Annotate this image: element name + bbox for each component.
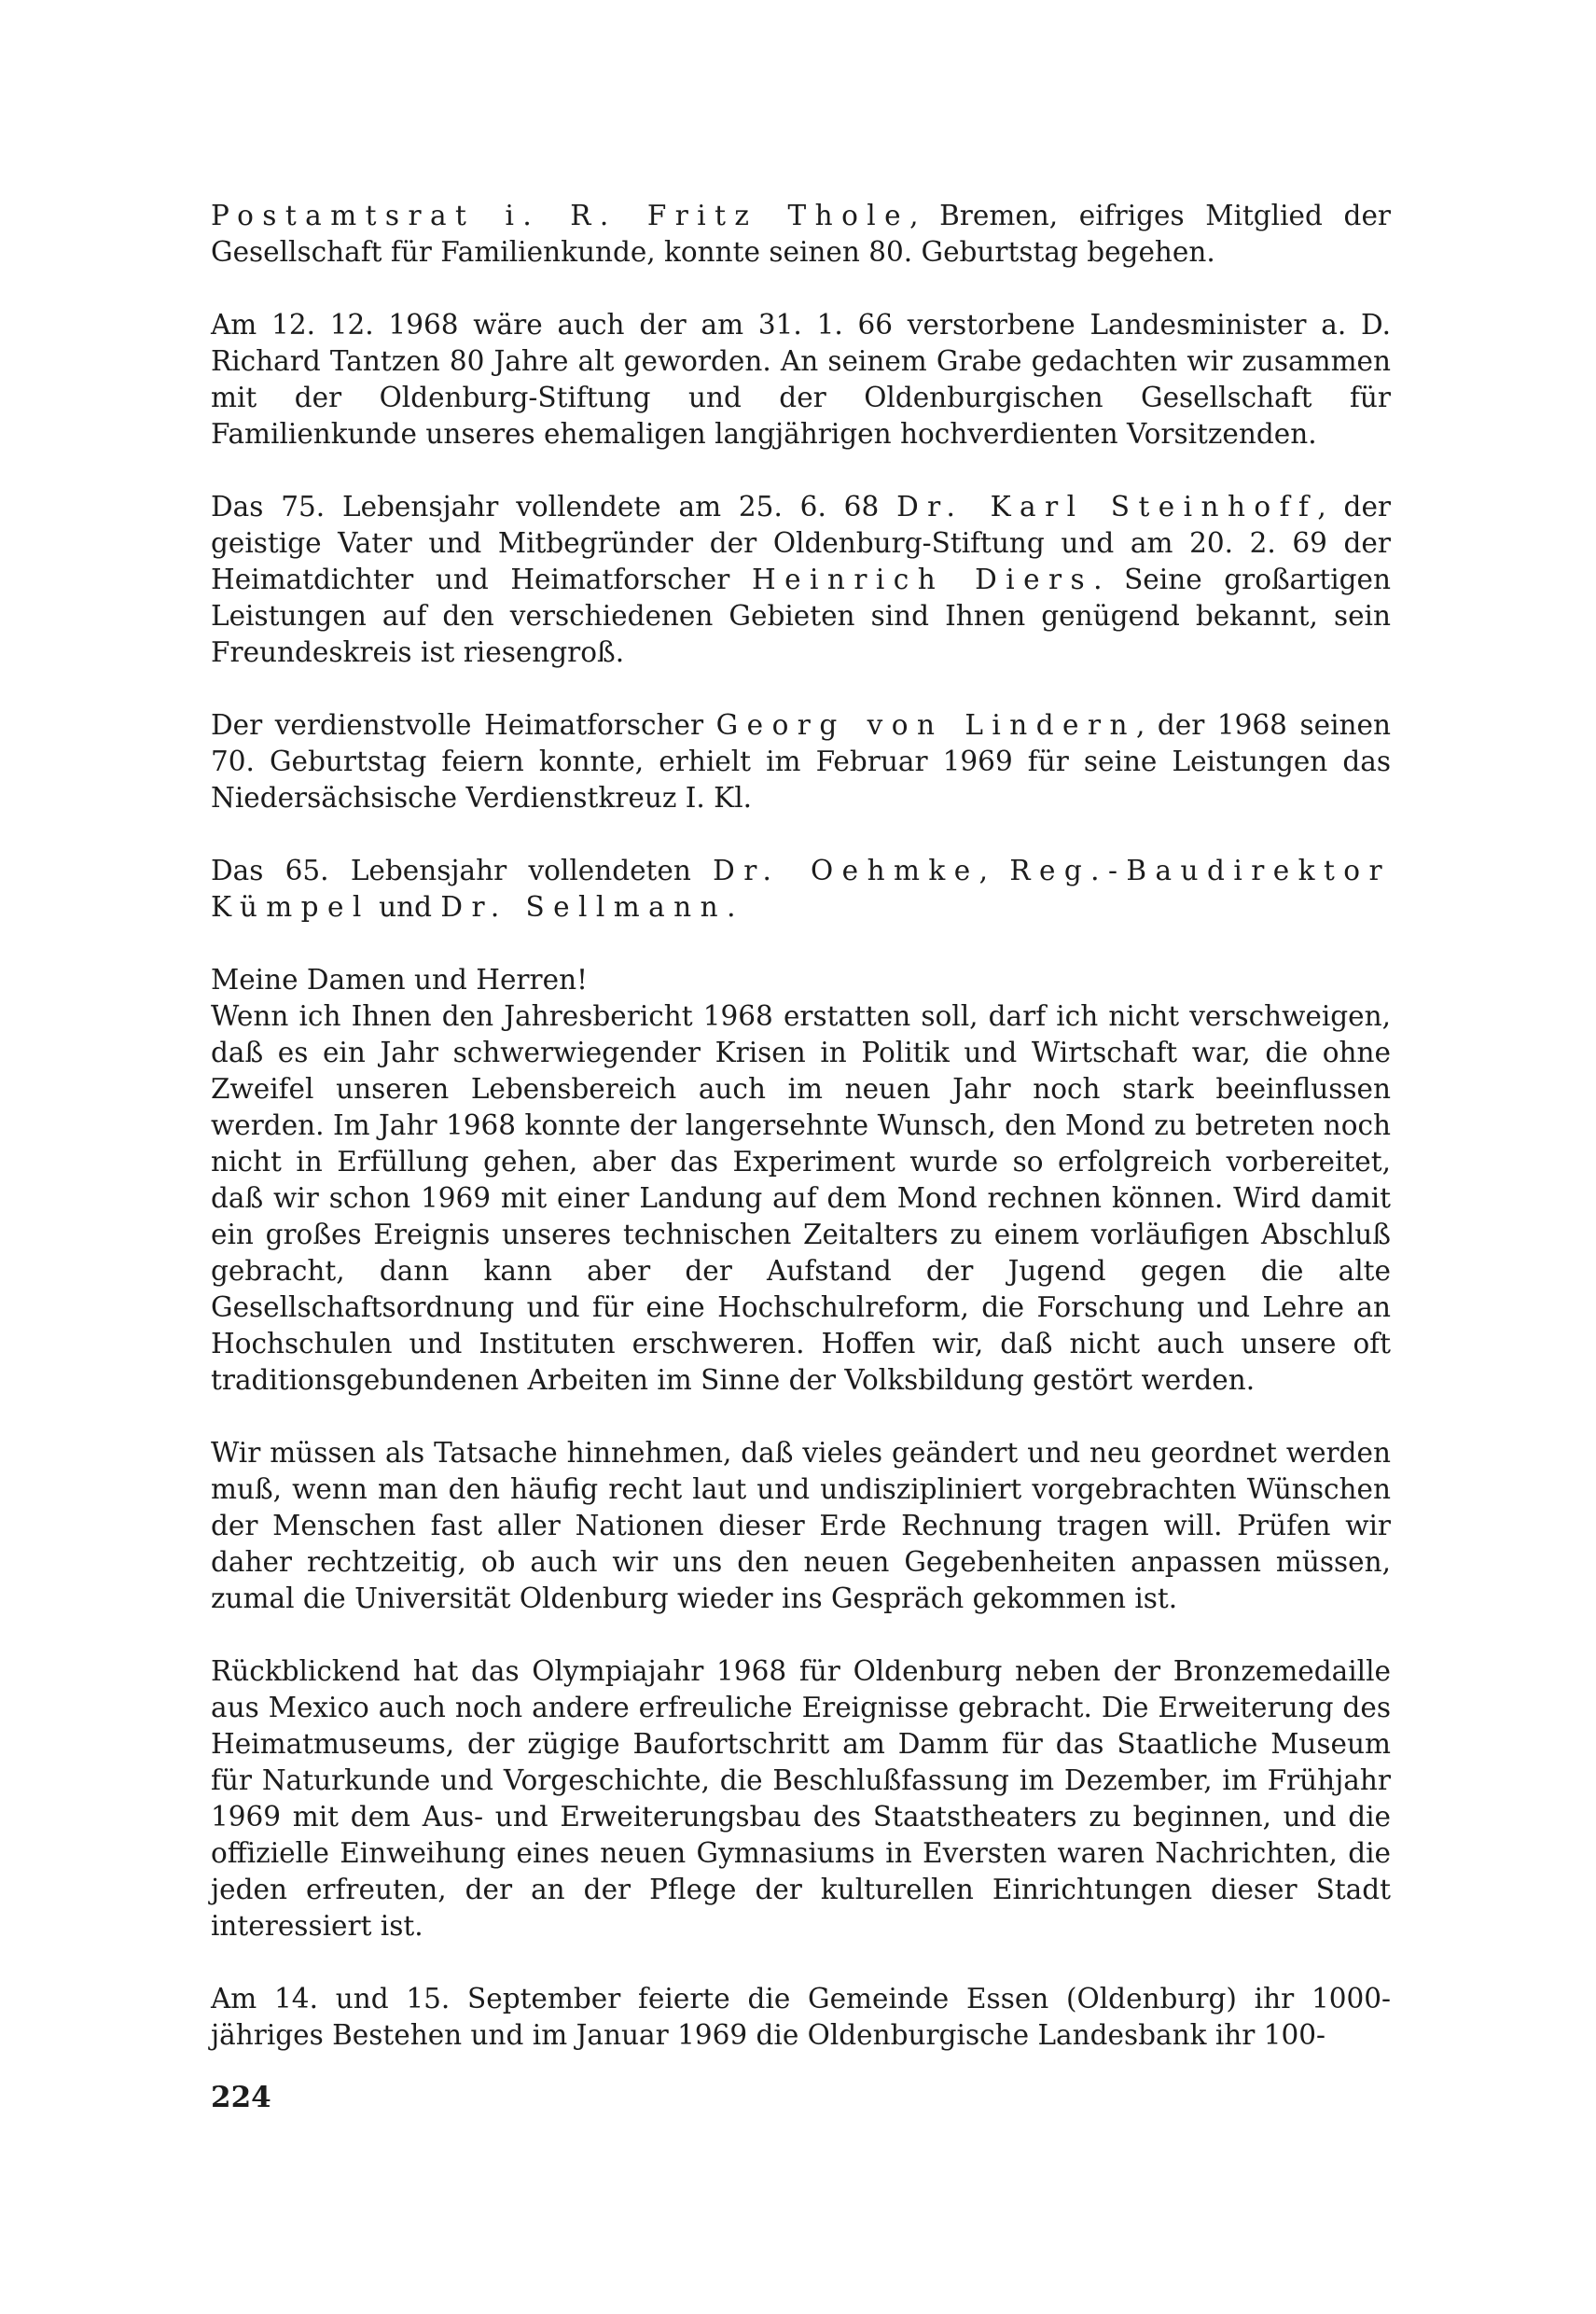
spaced-name: Heinrich Diers <box>751 564 1094 595</box>
spaced-name: Georg von Lindern <box>715 709 1136 741</box>
text-run: Am 14. und 15. September feierte die Gemeinde Essen (Oldenburg) ihr 1000-jähriges Bestehen und im Januar 1969 die Oldenburgische Landesbank ihr 100- <box>211 1983 1391 2051</box>
spaced-name: Dr. Oehmke <box>713 855 979 886</box>
document-body <box>211 198 1391 2090</box>
spaced-name: Dr. Karl Steinhoff <box>896 491 1318 523</box>
text-run: Der verdienstvolle Heimatforscher <box>211 709 716 741</box>
text-run: Meine Damen und Herren! <box>211 964 588 996</box>
page-number: 224 <box>211 2081 271 2114</box>
paragraph-8 <box>211 1435 1391 1617</box>
text-run: . Seine großartigen Leistungen auf den verschiedenen Gebieten sind Ihnen genügend bekannt, sein Freundeskreis ist riesengroß. <box>211 564 1391 668</box>
text-run: , der geistige Vater und Mitbegründer der Oldenburg-Stiftung und am 20. 2. 69 der Heimatdichter und Heimatforscher <box>211 491 1392 595</box>
text-run: Wenn ich Ihnen den Jahresbericht 1968 erstatten soll, darf ich nicht verschweigen, daß es ein Jahr schwerwiegender Krisen in Politik und Wirtschaft war, die ohne Zweifel unseren Lebensbereich auch im neuen Jahr noch stark beeinflussen werden. Im Jahr 1968 konnte der langersehnte Wunsch, den Mond zu betreten noch nicht in Erfüllung gehen, aber das Experiment wurde so erfolgreich vorbereitet, daß wir schon 1969 mit einer Landung auf dem Mond rechnen können. Wird damit ein großes Ereignis unseres technischen Zeitalters zu einem vorläufigen Abschluß gebracht, dann kann aber der Aufstand der Jugend gegen die alte Gesellschaftsordnung und für eine Hochschulreform, die Forschung und Lehre an Hochschulen und Instituten erschweren. Hoffen wir, daß nicht auch unsere oft traditionsgebundenen Arbeiten im Sinne der Volksbildung gestört werden. <box>211 1000 1391 1396</box>
text-run: Wir müssen als Tatsache hinnehmen, daß vieles geändert und neu geordnet werden muß, wenn man den häufig recht laut und undiszipliniert vorgebrachten Wünschen der Menschen fast aller Nationen dieser Erde Rechnung tragen will. Prüfen wir daher rechtzeitig, ob auch wir uns den neuen Gegebenheiten anpassen müssen, zumal die Universität Oldenburg wieder ins Gespräch gekommen ist. <box>211 1437 1391 1614</box>
paragraph-9 <box>211 1653 1391 1945</box>
text-run: , Bremen, eifriges Mitglied der Gesellschaft für Familienkunde, konnte seinen 80. Geburtstag begehen. <box>211 200 1391 268</box>
text-run: . <box>727 891 736 923</box>
paragraph-7 <box>211 998 1391 1399</box>
text-run: und <box>369 891 441 923</box>
text-run: Das 75. Lebensjahr vollendete am 25. 6. 68 <box>211 491 897 523</box>
spaced-name: Postamtsrat i. R. Fritz Thole <box>211 200 910 231</box>
spaced-name: Reg.-Baudirektor Kümpel <box>211 855 1391 923</box>
text-run: Am 12. 12. 1968 wäre auch der am 31. 1. 66 verstorbene Landesminister a. D. Richard Tantzen 80 Jahre alt geworden. An seinem Grabe gedachten wir zusammen mit der Oldenburg-Stiftung und der Oldenburgischen Gesellschaft für Familienkunde unseres ehemaligen langjährigen hochverdienten Vorsitzenden. <box>211 309 1391 450</box>
text-run: , der 1968 seinen 70. Geburtstag feiern konnte, erhielt im Februar 1969 für seine Leistungen das Niedersächsische Verdienstkreuz I. Kl. <box>211 709 1391 814</box>
paragraph-5 <box>211 853 1391 926</box>
paragraph-1 <box>211 198 1391 271</box>
paragraph-10 <box>211 1981 1391 2054</box>
paragraph-2 <box>211 307 1391 453</box>
paragraph-4 <box>211 707 1391 816</box>
paragraph-3 <box>211 489 1391 671</box>
text-run: Das 65. Lebensjahr vollendeten <box>211 855 714 886</box>
text-run: Rückblickend hat das Olympiajahr 1968 für Oldenburg neben der Bronzemedaille aus Mexico auch noch andere erfreuliche Ereignisse gebracht. Die Erweiterung des Heimatmuseums, der zügige Baufortschritt am Damm für das Staatliche Museum für Naturkunde und Vorgeschichte, die Beschlußfassung im Dezember, im Frühjahr 1969 mit dem Aus- und Erweiterungsbau des Staatstheaters zu beginnen, und die offizielle Einweihung eines neuen Gymnasiums in Eversten waren Nachrichten, die jeden erfreuten, der an der Pflege der kulturellen Einrichtungen dieser Stadt interessiert ist. <box>211 1655 1391 1942</box>
spaced-name: Dr. Sellmann <box>440 891 728 923</box>
salutation <box>211 962 1391 998</box>
text-run: , <box>978 855 1010 886</box>
